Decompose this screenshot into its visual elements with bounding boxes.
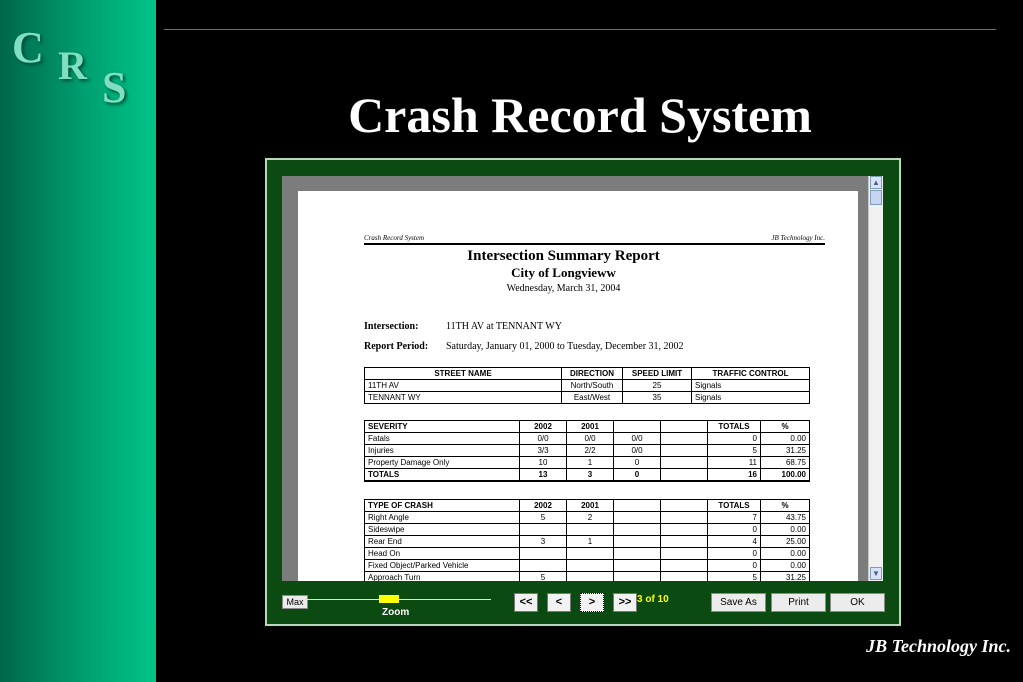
table-cell: 2 — [567, 512, 614, 524]
table-cell — [520, 524, 567, 536]
table-cell — [661, 433, 708, 445]
column-header: 2001 — [567, 500, 614, 512]
table-cell: 25.00 — [761, 536, 810, 548]
column-header — [614, 421, 661, 433]
column-header: TOTALS — [708, 421, 761, 433]
table-cell: 3 — [520, 536, 567, 548]
table-cell — [661, 536, 708, 548]
top-divider — [164, 29, 996, 30]
table-cell — [661, 560, 708, 572]
table-cell: 5 — [520, 512, 567, 524]
table-cell: 43.75 — [761, 512, 810, 524]
table-cell — [614, 572, 661, 582]
table-cell: 0.00 — [761, 524, 810, 536]
table-cell — [567, 560, 614, 572]
table-cell — [520, 560, 567, 572]
vertical-scrollbar[interactable] — [868, 176, 883, 581]
table-row — [365, 536, 810, 548]
report-header — [364, 234, 825, 245]
scroll-down-icon[interactable]: ▼ — [870, 567, 882, 580]
column-header: SPEED LIMIT — [623, 368, 692, 380]
print-button[interactable]: Print — [771, 593, 826, 612]
table-cell: 7 — [708, 512, 761, 524]
table-cell: 5 — [708, 572, 761, 582]
severity-table-header — [365, 421, 810, 433]
logo-letter-r: R — [58, 43, 87, 88]
column-header — [614, 500, 661, 512]
report-period-value: Saturday, January 01, 2000 to Tuesday, December 31, 2002 — [446, 341, 684, 352]
table-row — [365, 380, 810, 392]
previous-page-button[interactable]: < — [547, 593, 571, 612]
table-cell — [567, 572, 614, 582]
sidebar-band — [0, 0, 156, 682]
table-cell: 0 — [708, 548, 761, 560]
table-cell — [567, 548, 614, 560]
table-cell: 11TH AV — [365, 380, 562, 392]
table-cell: 0 — [708, 433, 761, 445]
column-header: 2002 — [520, 500, 567, 512]
table-cell: Rear End — [365, 536, 520, 548]
table-cell: 11 — [708, 457, 761, 469]
report-date: Wednesday, March 31, 2004 — [506, 283, 621, 294]
max-button[interactable]: Max — [282, 595, 308, 609]
report-period-label: Report Period: — [364, 341, 429, 352]
viewer-toolbar — [267, 581, 899, 624]
table-cell — [520, 548, 567, 560]
page-indicator: 3 of 10 — [637, 594, 669, 605]
report-subtitle: City of Longvieww — [511, 265, 616, 280]
table-row — [365, 445, 810, 457]
street-table-header — [365, 368, 810, 380]
report-header-right: JB Technology Inc. — [771, 234, 825, 242]
table-cell: 10 — [520, 457, 567, 469]
table-cell — [661, 524, 708, 536]
table-cell — [614, 548, 661, 560]
table-cell: 35 — [623, 392, 692, 404]
table-cell: 0.00 — [761, 560, 810, 572]
column-header: % — [761, 500, 810, 512]
table-cell: 13 — [520, 469, 567, 482]
table-cell: Approach Turn — [365, 572, 520, 582]
table-cell: 1 — [567, 536, 614, 548]
table-cell: Fixed Object/Parked Vehicle — [365, 560, 520, 572]
report-viewport[interactable] — [282, 176, 883, 581]
table-cell: 0 — [614, 469, 661, 482]
table-cell — [661, 469, 708, 482]
table-row — [365, 512, 810, 524]
table-cell: 4 — [708, 536, 761, 548]
street-table — [364, 367, 810, 404]
table-cell: 0 — [708, 560, 761, 572]
report-header-left: Crash Record System — [364, 234, 425, 242]
table-cell: 0/0 — [614, 445, 661, 457]
table-cell: 3/3 — [520, 445, 567, 457]
ok-button[interactable]: OK — [830, 593, 885, 612]
crash-type-table-header — [365, 500, 810, 512]
column-header: % — [761, 421, 810, 433]
column-header: TOTALS — [708, 500, 761, 512]
table-cell: TOTALS — [365, 469, 520, 482]
table-cell: Signals — [692, 392, 810, 404]
table-cell: 100.00 — [761, 469, 810, 482]
table-cell: 16 — [708, 469, 761, 482]
save-as-button[interactable]: Save As — [711, 593, 766, 612]
table-cell: Head On — [365, 548, 520, 560]
table-cell: 0/0 — [614, 433, 661, 445]
company-footer: JB Technology Inc. — [866, 636, 1011, 656]
totals-row — [365, 469, 810, 482]
table-cell: Fatals — [365, 433, 520, 445]
report-title: Intersection Summary Report — [467, 248, 660, 264]
zoom-label: Zoom — [382, 607, 410, 618]
report-viewer-window — [265, 158, 901, 626]
table-cell: TENNANT WY — [365, 392, 562, 404]
table-cell: 2/2 — [567, 445, 614, 457]
column-header: STREET NAME — [365, 368, 562, 380]
table-cell: 31.25 — [761, 445, 810, 457]
column-header — [661, 421, 708, 433]
table-cell: 0.00 — [761, 433, 810, 445]
scroll-up-icon[interactable]: ▲ — [870, 176, 882, 189]
table-cell: 0/0 — [520, 433, 567, 445]
table-cell — [614, 524, 661, 536]
table-cell — [614, 536, 661, 548]
column-header: TYPE OF CRASH — [365, 500, 520, 512]
column-header: TRAFFIC CONTROL — [692, 368, 810, 380]
logo-letter-c: C — [12, 23, 44, 72]
column-header: DIRECTION — [562, 368, 623, 380]
first-page-button[interactable]: << — [514, 593, 538, 612]
table-cell: 0.00 — [761, 548, 810, 560]
table-cell: Sideswipe — [365, 524, 520, 536]
intersection-label: Intersection: — [364, 321, 419, 332]
table-cell — [661, 445, 708, 457]
severity-table — [364, 420, 810, 482]
table-cell — [614, 512, 661, 524]
table-cell: 25 — [623, 380, 692, 392]
column-header: SEVERITY — [365, 421, 520, 433]
table-row — [365, 392, 810, 404]
table-cell — [614, 560, 661, 572]
table-cell: 0/0 — [567, 433, 614, 445]
next-page-button[interactable]: > — [580, 593, 604, 612]
table-row — [365, 572, 810, 582]
table-cell: Property Damage Only — [365, 457, 520, 469]
table-cell — [661, 572, 708, 582]
table-cell: 5 — [708, 445, 761, 457]
table-cell: Right Angle — [365, 512, 520, 524]
column-header — [661, 500, 708, 512]
table-row — [365, 433, 810, 445]
crash-type-table — [364, 499, 810, 581]
table-cell: Signals — [692, 380, 810, 392]
report-page — [298, 191, 858, 581]
table-cell — [661, 512, 708, 524]
zoom-slider-thumb[interactable] — [379, 595, 399, 603]
table-row — [365, 457, 810, 469]
column-header: 2001 — [567, 421, 614, 433]
scroll-thumb[interactable] — [870, 190, 882, 205]
slide-title: Crash Record System — [348, 87, 812, 143]
logo-letter-s: S — [102, 63, 127, 112]
column-header: 2002 — [520, 421, 567, 433]
table-cell: East/West — [562, 392, 623, 404]
table-cell: 68.75 — [761, 457, 810, 469]
table-cell: Injuries — [365, 445, 520, 457]
table-cell: North/South — [562, 380, 623, 392]
table-cell — [661, 548, 708, 560]
intersection-value: 11TH AV at TENNANT WY — [446, 321, 562, 332]
table-cell: 0 — [614, 457, 661, 469]
table-cell: 5 — [520, 572, 567, 582]
table-cell: 0 — [708, 524, 761, 536]
last-page-button[interactable]: >> — [613, 593, 637, 612]
table-cell — [567, 524, 614, 536]
table-row — [365, 548, 810, 560]
table-row — [365, 524, 810, 536]
table-row — [365, 560, 810, 572]
table-cell — [661, 457, 708, 469]
table-cell: 31.25 — [761, 572, 810, 582]
table-cell: 3 — [567, 469, 614, 482]
table-cell: 1 — [567, 457, 614, 469]
